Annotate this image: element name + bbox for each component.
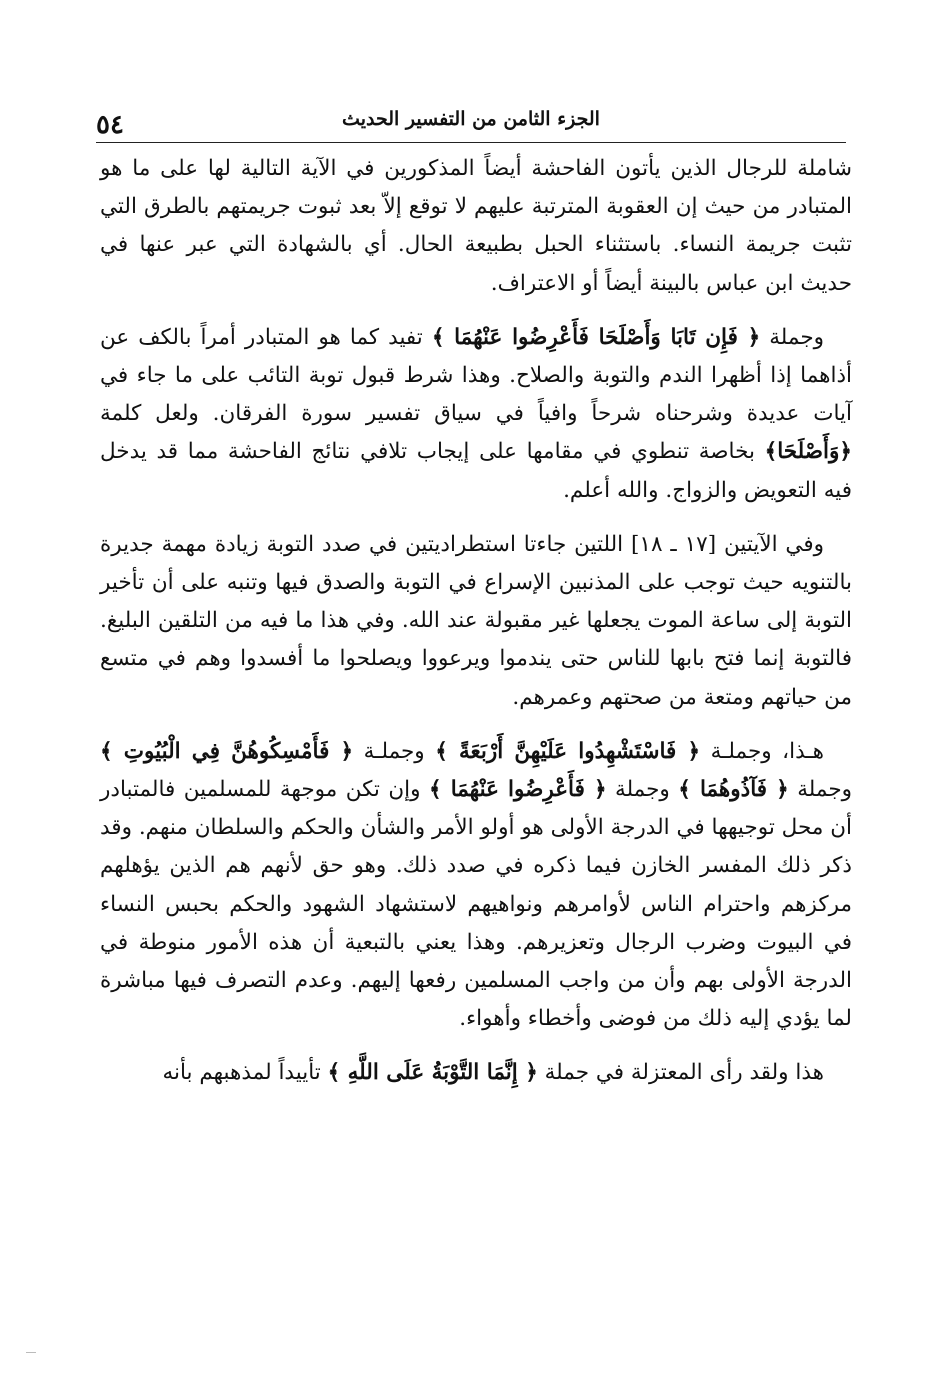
- paragraph: [100, 150, 852, 303]
- paragraph-text: وجملة: [788, 777, 852, 803]
- running-header: [96, 102, 846, 143]
- paragraph-text: وجملـة: [353, 738, 436, 764]
- paragraph: [100, 319, 852, 510]
- quran-quote: ﴿ فَأَعْرِضُوا عَنْهُمَا ﴾: [428, 777, 607, 803]
- paragraph-text: تفيد كما هو المتبادر أمراً بالكف عن أذاهما إذا أظهرا الندم والتوبة والصلاح. وهذا شرط قبول توبة التائب على ما جاء في آيات عديدة وشرحناه شرحاً وافياً في سياق تفسير سورة الفرقان. ولعل كلمة: [100, 324, 852, 427]
- paragraph-text: بخاصة تنطوي في مقامها على إيجاب تلافي نتائج الفاحشة مما قد يدخل فيه التعويض والزواج. والله أعلم.: [100, 439, 852, 503]
- paragraph-text: هـذا، وجملـة: [700, 738, 824, 764]
- page-number: ٥٤: [96, 110, 124, 140]
- paragraph-text: وإن تكن موجهة للمسلمين فالمتبادر أن محل توجيهها في الدرجة الأولى هو أولو الأمر والشأن والحكم والسلطان منهم. وقد ذكر ذلك المفسر الخازن فيما ذكره في صدد ذلك. وهو حق لأنهم هم الذين يؤهلهم مركزهم واحترام الناس لأوامرهم ونواهيهم لاستشهاد الشهود والحكم بحبس النساء في البيوت وضرب الرجال وتعزيرهم. وهذا يعني بالتبعية أن هذه الأمور منوطة في الدرجة الأولى بهم وأن من واجب المسلمين رفعها إليهم. وعدم التصرف فيها مباشرة لما يؤدي إليه ذلك من فوضى وأخطاء وأهواء.: [100, 777, 852, 1032]
- body-text: [100, 150, 852, 1109]
- paragraph: [100, 526, 852, 717]
- paragraph-text: وجملة: [760, 324, 825, 350]
- header-title: الجزء الثامن من التفسير الحديث: [342, 108, 600, 130]
- quran-quote: ﴿وَأَصْلَحَا﴾: [764, 439, 852, 465]
- paragraph: [100, 1054, 852, 1092]
- paragraph-text: تأييداً لمذهبهم بأنه: [162, 1060, 328, 1086]
- paragraph-text: هذا ولقد رأى المعتزلة في جملة: [537, 1060, 824, 1086]
- paragraph-text: شاملة للرجال الذين يأتون الفاحشة أيضاً المذكورين في الآية التالية لها على ما هو المتبادر من حيث إن العقوبة المترتبة عليهم لا توقع إلاّ بعد ثبوت جريمتهم بالطرق التي تثبت جريمة النساء. باستثناء الحبل بطبيعة الحال. أي بالشهادة التي عبر عنها في حديث ابن عباس بالبينة أيضاً أو الاعتراف.: [100, 156, 852, 296]
- quran-quote: ﴿ فَأَمْسِكُوهُنَّ فِي الْبُيُوتِ ﴾: [100, 738, 354, 764]
- quran-quote: ﴿ فَإِن تَابَا وَأَصْلَحَا فَأَعْرِضُوا عَنْهُمَا ﴾: [431, 324, 761, 350]
- quran-quote: ﴿ إِنَّمَا التَّوْبَةُ عَلَى اللَّهِ ﴾: [327, 1060, 538, 1086]
- paragraph-text: وجملة: [606, 777, 679, 803]
- quran-quote: ﴿ فَآذُوهُمَا ﴾: [678, 777, 789, 803]
- scan-mark: [26, 1352, 36, 1353]
- paragraph: [100, 733, 852, 1039]
- quran-quote: ﴿ فَاسْتَشْهِدُوا عَلَيْهِنَّ أَرْبَعَةً ﴾: [435, 738, 701, 764]
- paragraph-text: وفي الآيتين [١٧ ـ ١٨] اللتين جاءتا استطراديتين في صدد التوبة زيادة مهمة جديرة بالتنويه حيث توجب على المذنبين الإسراع في التوبة والصدق فيها وتنبه على أن تأخير التوبة إلى ساعة الموت يجعلها غير مقبولة عند الله. وفي هذا ما فيه من التلقين البليغ. فالتوبة إنما فتح بابها للناس حتى يندموا ويرعووا ويصلحوا ما أفسدوا وهم في متسع من حياتهم ومتعة من صحتهم وعمرهم.: [100, 531, 852, 710]
